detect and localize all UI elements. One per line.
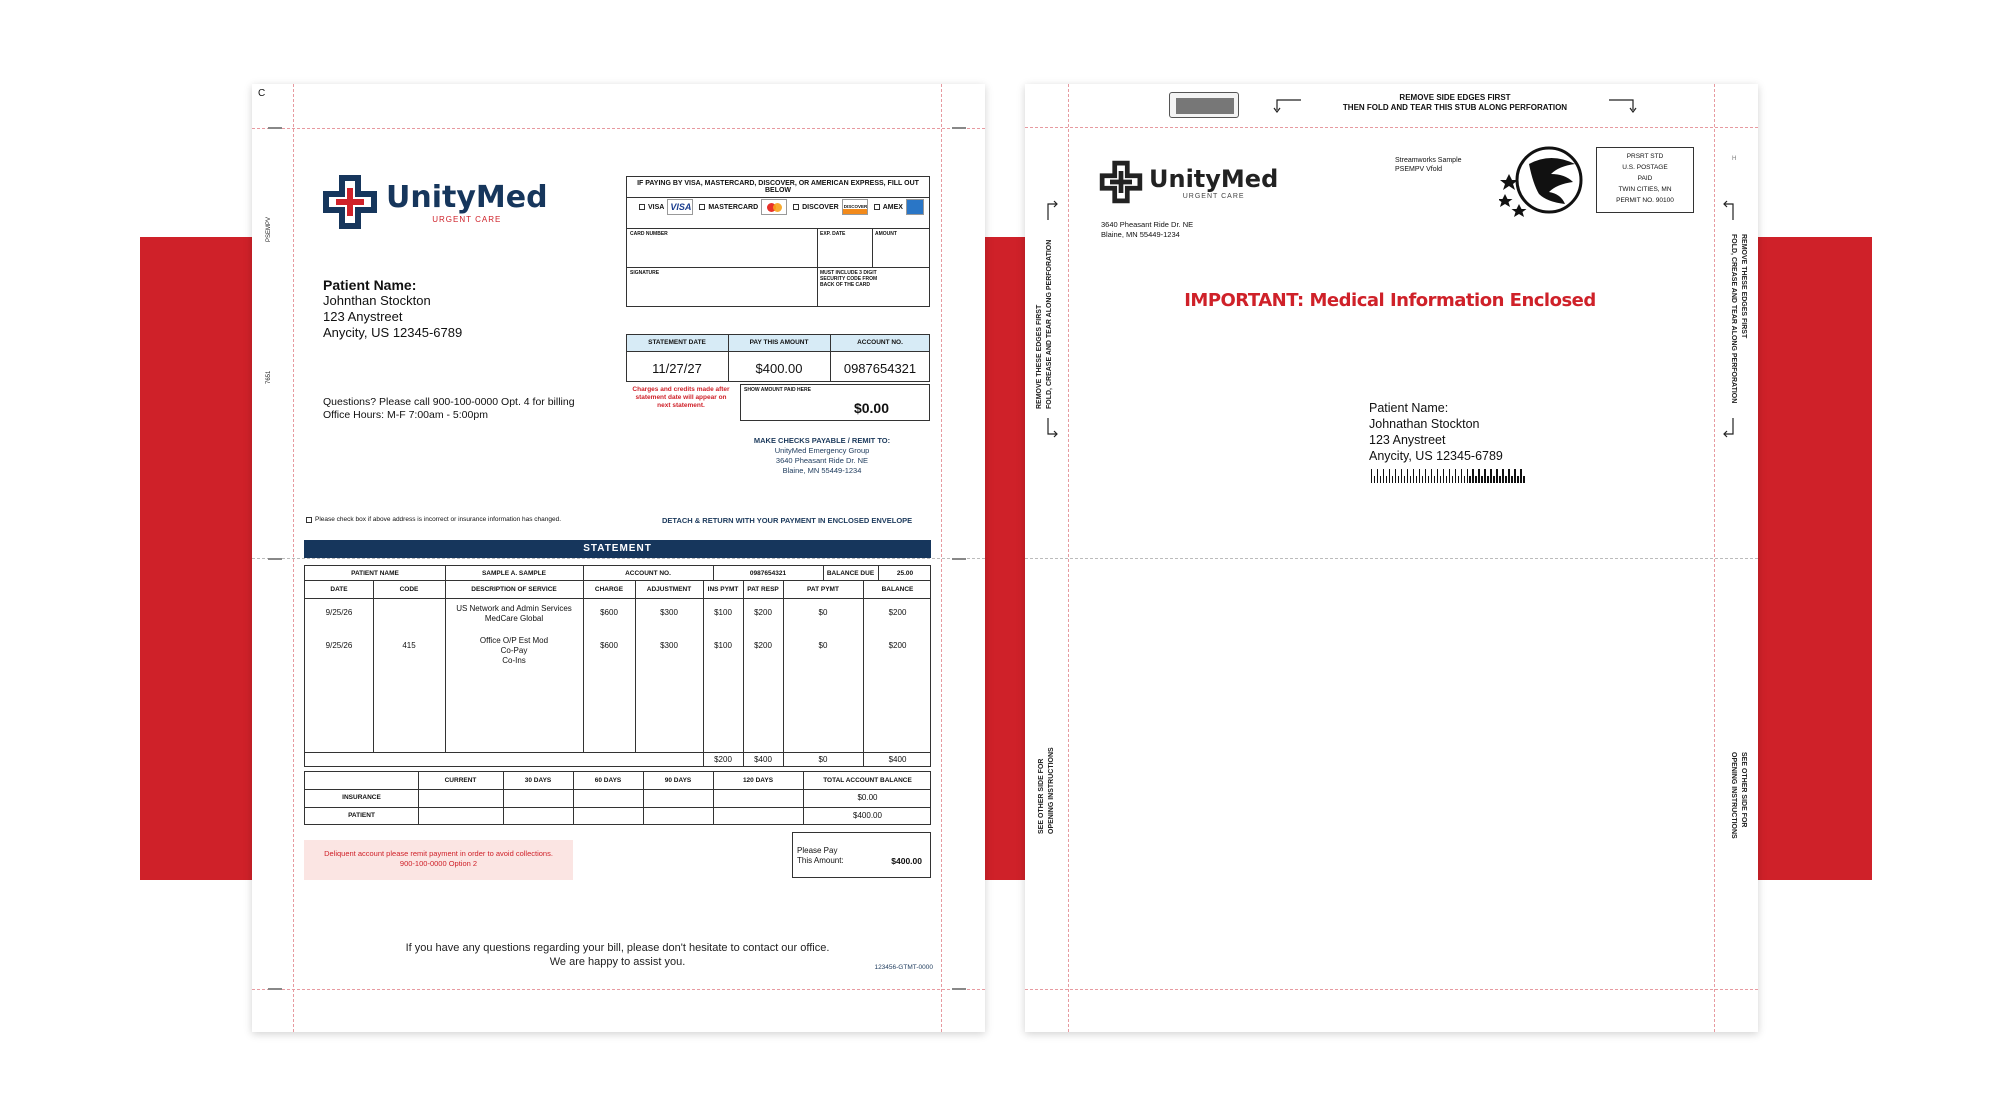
barcode-bar	[1419, 469, 1420, 483]
col-description: DESCRIPTION OF SERVICE	[471, 586, 557, 593]
total-balance: $400	[888, 755, 907, 764]
card-number-label: CARD NUMBER	[630, 231, 668, 237]
stub-arrow-right-icon	[1607, 98, 1637, 114]
barcode-bar	[1398, 476, 1399, 483]
barcode-bar	[1389, 469, 1390, 483]
statement-date-label: STATEMENT DATE	[648, 339, 706, 346]
col-pat-resp: PAT RESP	[747, 586, 779, 593]
barcode-bar	[1425, 469, 1426, 483]
remit-line1: UnityMed Emergency Group	[774, 446, 870, 455]
col-balance: BALANCE	[881, 586, 914, 593]
return-address: 3640 Pheasant Ride Dr. NE Blaine, MN 55449-1234	[1101, 220, 1194, 239]
barcode-bar	[1416, 476, 1417, 483]
postal-barcode	[1371, 469, 1526, 483]
table-row: 9/25/26 415 Office O/P Est Mod Co-Pay Co-Ins $600 $300 $100 $200 $0 $200	[325, 636, 907, 665]
barcode-bar	[1446, 476, 1447, 483]
patient-name: Johnthan Stockton	[323, 293, 431, 308]
barcode-bar	[1472, 469, 1473, 483]
barcode-bar	[1502, 469, 1503, 483]
corner-mark: C	[258, 88, 266, 99]
barcode-bar	[1458, 476, 1459, 483]
postage-indicia: PRSRT STD U.S. POSTAGE PAID TWIN CITIES, MN PERMIT NO. 90100	[1596, 147, 1694, 213]
totals-row	[304, 753, 931, 767]
total-pat-pymt: $0	[818, 755, 828, 764]
discover-option[interactable]: DISCOVER DISCOVER	[793, 199, 868, 215]
important-notice: IMPORTANT: Medical Information Enclosed	[1184, 290, 1596, 311]
barcode-bar	[1431, 469, 1432, 483]
statement-info-row: PATIENT NAME SAMPLE A. SAMPLE ACCOUNT NO. 0987654321 BALANCE DUE 25.00	[304, 565, 931, 581]
barcode-bar	[1413, 469, 1414, 483]
table-row: 9/25/26 US Network and Admin Services MedCare Global $600 $300 $100 $200 $0 $200	[325, 604, 907, 623]
amex-option[interactable]: AMEX	[874, 199, 924, 215]
security-note: MUST INCLUDE 3 DIGIT SECURITY CODE FROM BACK OF THE CARD	[820, 270, 878, 288]
barcode-bar	[1392, 476, 1393, 483]
col-date: DATE	[330, 586, 348, 593]
stub-arrow-left-icon	[1273, 98, 1303, 114]
barcode-bar	[1490, 469, 1491, 483]
patient-city: Anycity, US 12345-6789	[323, 325, 463, 340]
side-right-bottom-text: SEE OTHER SIDE FOR OPENING INSTRUCTIONS	[1730, 752, 1747, 839]
amount-paid-box[interactable]	[740, 384, 930, 421]
amex-logo-icon	[906, 199, 924, 215]
unitymed-cross-icon	[322, 174, 378, 230]
barcode-bar	[1410, 476, 1411, 483]
barcode-bar	[1481, 476, 1482, 483]
fold-arrow-left-top-icon	[1045, 200, 1059, 222]
pay-amount-value: $400.00	[755, 361, 803, 376]
brand-name: UnityMed	[386, 180, 548, 215]
barcode-bar	[1499, 476, 1500, 483]
barcode-bar	[1517, 476, 1518, 483]
unitymed-cross-icon	[1099, 160, 1143, 204]
discover-logo-icon: DISCOVER	[842, 199, 868, 215]
barcode-bar	[1401, 469, 1402, 483]
statement-sheet	[252, 84, 985, 1032]
envelope-sheet	[1025, 84, 1758, 1032]
address-checkbox-square[interactable]	[306, 517, 312, 523]
please-pay-amount: $400.00	[891, 856, 922, 866]
visa-logo-icon: VISA	[667, 199, 693, 215]
patient-label: Patient Name:	[323, 277, 417, 293]
charges-table	[304, 581, 931, 753]
streamworks-label: Streamworks Sample PSEMPV Vfold	[1395, 157, 1462, 173]
aging-table: CURRENT 30 DAYS 60 DAYS 90 DAYS 120 DAYS TOTAL ACCOUNT BALANCE INSURANCE $0.00 PATIENT $400.00	[304, 771, 931, 825]
col-adjustment: ADJUSTMENT	[646, 586, 692, 593]
barcode-bar	[1407, 469, 1408, 483]
barcode-bar	[1469, 476, 1470, 483]
side-code-mid: 7651	[266, 370, 272, 384]
barcode-bar	[1371, 469, 1372, 483]
delinquent-notice: Deliquent account please remit payment in order to avoid collections. 900-100-0000 Option 2	[304, 840, 573, 880]
statement-date-note: Charges and credits made after statement date will appear on next statement.	[632, 386, 730, 409]
barcode-bar	[1428, 476, 1429, 483]
barcode-bar	[1395, 469, 1396, 483]
total-ins-pymt: $200	[714, 755, 732, 764]
barcode-bar	[1467, 469, 1468, 483]
barcode-bar	[1508, 469, 1509, 483]
amount-paid-value: $0.00	[853, 400, 889, 416]
side-code-h: H	[1732, 156, 1737, 162]
envelope-brand-name: UnityMed	[1149, 164, 1279, 193]
mastercard-option[interactable]: MASTERCARD	[699, 199, 787, 215]
barcode-bar	[1386, 476, 1387, 483]
aging-row-insurance: INSURANCE	[342, 794, 381, 801]
barcode-bar	[1440, 476, 1441, 483]
col-code: CODE	[399, 586, 419, 593]
barcode-bar	[1374, 476, 1375, 483]
barcode-bar	[1443, 469, 1444, 483]
barcode-bar	[1520, 469, 1521, 483]
pay-amount-label: PAY THIS AMOUNT	[749, 339, 809, 346]
envelope-brand-subtitle: URGENT CARE	[1182, 192, 1245, 200]
fold-arrow-right-top-icon	[1722, 200, 1736, 222]
mastercard-logo-icon	[761, 199, 787, 215]
card-payment-box	[626, 176, 930, 307]
remit-line2: 3640 Pheasant Ride Dr. NE	[775, 456, 869, 465]
statement-title: STATEMENT	[304, 540, 931, 558]
side-left-bottom-text: SEE OTHER SIDE FOR OPENING INSTRUCTIONS	[1038, 747, 1055, 834]
col-charge: CHARGE	[594, 586, 624, 593]
questions-block	[323, 396, 575, 422]
aging-row-patient: PATIENT	[348, 812, 375, 819]
statement-date-value: 11/27/27	[652, 361, 702, 376]
office-hours: Office Hours: M-F 7:00am - 5:00pm	[323, 409, 488, 421]
side-code-top: PSEMPV	[266, 216, 272, 242]
barcode-bar	[1461, 469, 1462, 483]
statement-summary-box	[626, 334, 930, 421]
barcode-bar	[1455, 469, 1456, 483]
brand-logo	[322, 174, 548, 230]
barcode-bar	[1452, 476, 1453, 483]
barcode-bar	[1434, 476, 1435, 483]
fold-arrow-left-bottom-icon	[1045, 416, 1059, 438]
patient-block	[323, 277, 462, 341]
card-box-title: IF PAYING BY VISA, MASTERCARD, DISCOVER, OR AMERICAN EXPRESS, FILL OUT BELOW	[627, 177, 929, 198]
account-number-label: ACCOUNT NO.	[857, 339, 903, 346]
barcode-bar	[1493, 476, 1494, 483]
address-change-checkbox[interactable]: Please check box if above address is incorrect or insurance information has changed.	[306, 516, 561, 523]
footer-code: 123456-GTMT-0000	[874, 964, 933, 971]
envelope-brand-logo	[1099, 160, 1278, 204]
stub-instructions: REMOVE SIDE EDGES FIRST THEN FOLD AND TEAR THIS STUB ALONG PERFORATION	[1342, 93, 1568, 112]
total-pat-resp: $400	[754, 755, 772, 764]
account-number-value: 0987654321	[843, 361, 917, 376]
brand-subtitle: URGENT CARE	[432, 215, 502, 224]
amount-paid-label: SHOW AMOUNT PAID HERE	[744, 387, 811, 393]
barcode-bar	[1437, 469, 1438, 483]
remit-block	[722, 436, 922, 476]
col-ins-pymt: INS PYMT	[707, 586, 739, 593]
barcode-bar	[1487, 476, 1488, 483]
please-pay-box: Please Pay This Amount: $400.00	[792, 832, 931, 878]
statement-footer: If you have any questions regarding your bill, please don't hesitate to contact our office. We are happy to assist you.	[405, 942, 830, 968]
aging-insurance-total: $0.00	[857, 793, 878, 802]
barcode-bar	[1377, 469, 1378, 483]
detach-instructions: DETACH & RETURN WITH YOUR PAYMENT IN ENCLOSED ENVELOPE	[662, 516, 913, 525]
remit-title: MAKE CHECKS PAYABLE / REMIT TO:	[753, 436, 891, 445]
side-left-top-text: REMOVE THESE EDGES FIRST FOLD, CREASE AND TEAR ALONG PERFORATION	[1036, 239, 1053, 409]
recipient-block: Patient Name: Johnathan Stockton 123 Anystreet Anycity, US 12345-6789	[1369, 401, 1503, 463]
barcode-bar	[1475, 476, 1476, 483]
questions-line: Questions? Please call 900-100-0000 Opt. 4 for billing	[323, 396, 575, 408]
exp-date-label: EXP. DATE	[820, 231, 846, 237]
side-right-top-text: REMOVE THESE EDGES FIRST FOLD, CREASE AND TEAR ALONG PERFORATION	[1730, 234, 1747, 404]
aging-patient-total: $400.00	[853, 811, 882, 820]
barcode-bar	[1464, 476, 1465, 483]
barcode-bar	[1478, 469, 1479, 483]
patient-street: 123 Anystreet	[323, 309, 403, 324]
barcode-bar	[1380, 476, 1381, 483]
signature-label: SIGNATURE	[630, 270, 660, 276]
barcode-bar	[1514, 469, 1515, 483]
eagle-emblem-icon	[1499, 144, 1585, 222]
barcode-bar	[1484, 469, 1485, 483]
visa-option[interactable]: VISA VISA	[639, 199, 693, 215]
barcode-bar	[1505, 476, 1506, 483]
fold-arrow-right-bottom-icon	[1722, 416, 1736, 438]
col-pat-pymt: PAT PYMT	[807, 586, 839, 593]
barcode-bar	[1383, 469, 1384, 483]
stub-tab-icon	[1169, 92, 1239, 118]
barcode-bar	[1523, 476, 1524, 483]
amount-label: AMOUNT	[875, 231, 897, 237]
remit-line3: Blaine, MN 55449-1234	[782, 466, 862, 475]
barcode-bar	[1404, 476, 1405, 483]
barcode-bar	[1496, 469, 1497, 483]
barcode-bar	[1511, 476, 1512, 483]
barcode-bar	[1422, 476, 1423, 483]
barcode-bar	[1449, 469, 1450, 483]
